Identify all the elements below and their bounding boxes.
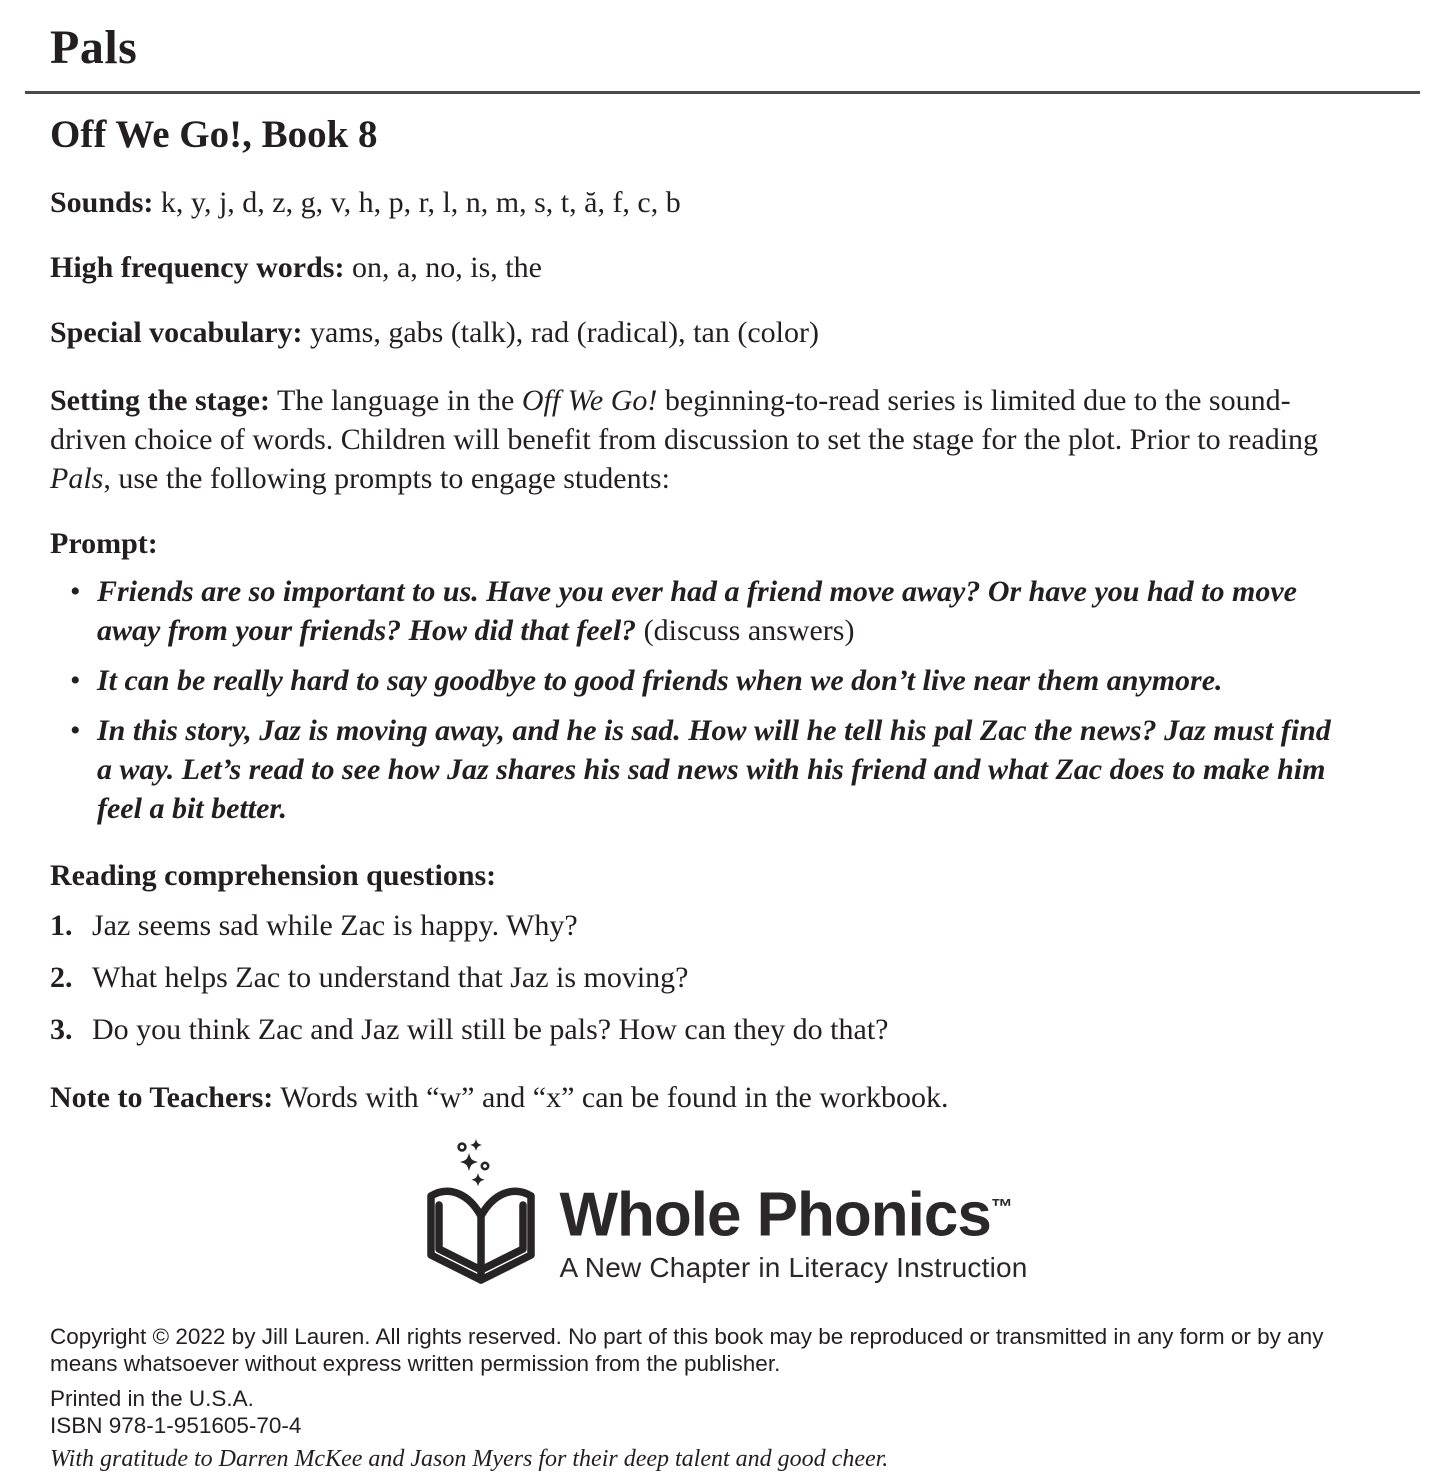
footer-block bbox=[50, 1323, 1395, 1473]
prompt-bullet-2 bbox=[70, 661, 1335, 700]
trademark-symbol: ™ bbox=[990, 1194, 1013, 1219]
note-to-teachers-label: Note to Teachers: bbox=[50, 1081, 274, 1114]
printed-in-text: Printed in the U.S.A. bbox=[50, 1386, 254, 1411]
question-3-number: 3. bbox=[50, 1013, 73, 1046]
book-series-heading: Off We Go!, Book 8 bbox=[50, 113, 378, 156]
question-3-text: Do you think Zac and Jaz will still be pals? How can they do that? bbox=[92, 1013, 889, 1046]
high-frequency-words-line bbox=[50, 249, 1395, 287]
question-2-number: 2. bbox=[50, 961, 73, 994]
logo-tagline: A New Chapter in Literacy Instruction bbox=[559, 1251, 1028, 1283]
setting-text-3: , use the following prompts to engage students: bbox=[103, 462, 670, 495]
prompt-bullet-3-emphasis: In this story, Jaz is moving away, and he is sad. How will he tell his pal Zac the news? Jaz must find a way. Let’s read to see how Jaz shares his sad news with his friend and what Zac does to make him feel a bit better. bbox=[97, 714, 1331, 825]
question-1-number: 1. bbox=[50, 909, 73, 942]
high-frequency-words-label: High frequency words: bbox=[50, 251, 345, 284]
question-2 bbox=[50, 959, 1395, 997]
special-vocabulary-label: Special vocabulary: bbox=[50, 316, 303, 349]
title-divider bbox=[25, 91, 1420, 94]
prompt-bullet-1 bbox=[70, 572, 1335, 650]
book-title-italic: Pals bbox=[50, 462, 104, 495]
prompt-bullet-1-emphasis: Friends are so important to us. Have you ever had a friend move away? Or have you had to move away from your friends? How did that feel? bbox=[97, 575, 1297, 647]
gratitude-text: With gratitude to Darren McKee and Jason Myers for their deep talent and good cheer. bbox=[50, 1446, 889, 1472]
note-to-teachers-text: Words with “w” and “x” can be found in the workbook. bbox=[280, 1081, 949, 1114]
sounds-label: Sounds: bbox=[50, 186, 154, 219]
sparkles-icon bbox=[459, 1139, 489, 1186]
logo-wordmark bbox=[559, 1177, 1027, 1250]
copyright-text: Copyright © 2022 by Jill Lauren. All rights reserved. No part of this book may be reproduced or transmitted in any form or by any means whatsoever without express written permission from the publisher. bbox=[50, 1324, 1324, 1376]
prompt-bullet-list bbox=[50, 572, 1395, 828]
special-vocabulary-value: yams, gabs (talk), rad (radical), tan (color) bbox=[310, 316, 819, 349]
isbn-text: ISBN 978-1-951605-70-4 bbox=[50, 1413, 302, 1438]
high-frequency-words-value: on, a, no, is, the bbox=[351, 251, 542, 284]
whole-phonics-logo bbox=[50, 1139, 1395, 1289]
question-1-text: Jaz seems sad while Zac is happy. Why? bbox=[92, 909, 578, 942]
logo-text-block bbox=[559, 1139, 1027, 1284]
setting-text-2: beginning-to-read series is limited due to the sound-driven choice of words. Children will benefit from discussion to set the stage for the plot. Prior to reading bbox=[50, 384, 1319, 456]
open-book-icon bbox=[417, 1139, 545, 1289]
special-vocabulary-line bbox=[50, 314, 1395, 352]
setting-the-stage-label: Setting the stage: bbox=[50, 384, 270, 417]
note-to-teachers-line bbox=[50, 1079, 1395, 1117]
question-1 bbox=[50, 907, 1395, 945]
logo-name-text: Whole Phonics bbox=[559, 1180, 991, 1250]
series-title-italic: Off We Go! bbox=[521, 384, 658, 417]
setting-the-stage-paragraph bbox=[50, 381, 1360, 498]
prompt-bullet-2-emphasis: It can be really hard to say goodbye to good friends when we don’t live near them anymore. bbox=[97, 664, 1223, 697]
sounds-value: k, y, j, d, z, g, v, h, p, r, l, n, m, s, t, ă, f, c, b bbox=[160, 186, 681, 219]
sounds-line bbox=[50, 184, 1395, 222]
prompt-label: Prompt: bbox=[50, 527, 158, 560]
reading-comprehension-heading: Reading comprehension questions: bbox=[50, 859, 497, 892]
prompt-bullet-1-note: (discuss answers) bbox=[636, 614, 855, 647]
question-3 bbox=[50, 1011, 1395, 1049]
page-title: Pals bbox=[50, 21, 138, 74]
question-2-text: What helps Zac to understand that Jaz is moving? bbox=[92, 961, 689, 994]
setting-text-1: The language in the bbox=[276, 384, 522, 417]
prompt-bullet-3 bbox=[70, 711, 1335, 828]
